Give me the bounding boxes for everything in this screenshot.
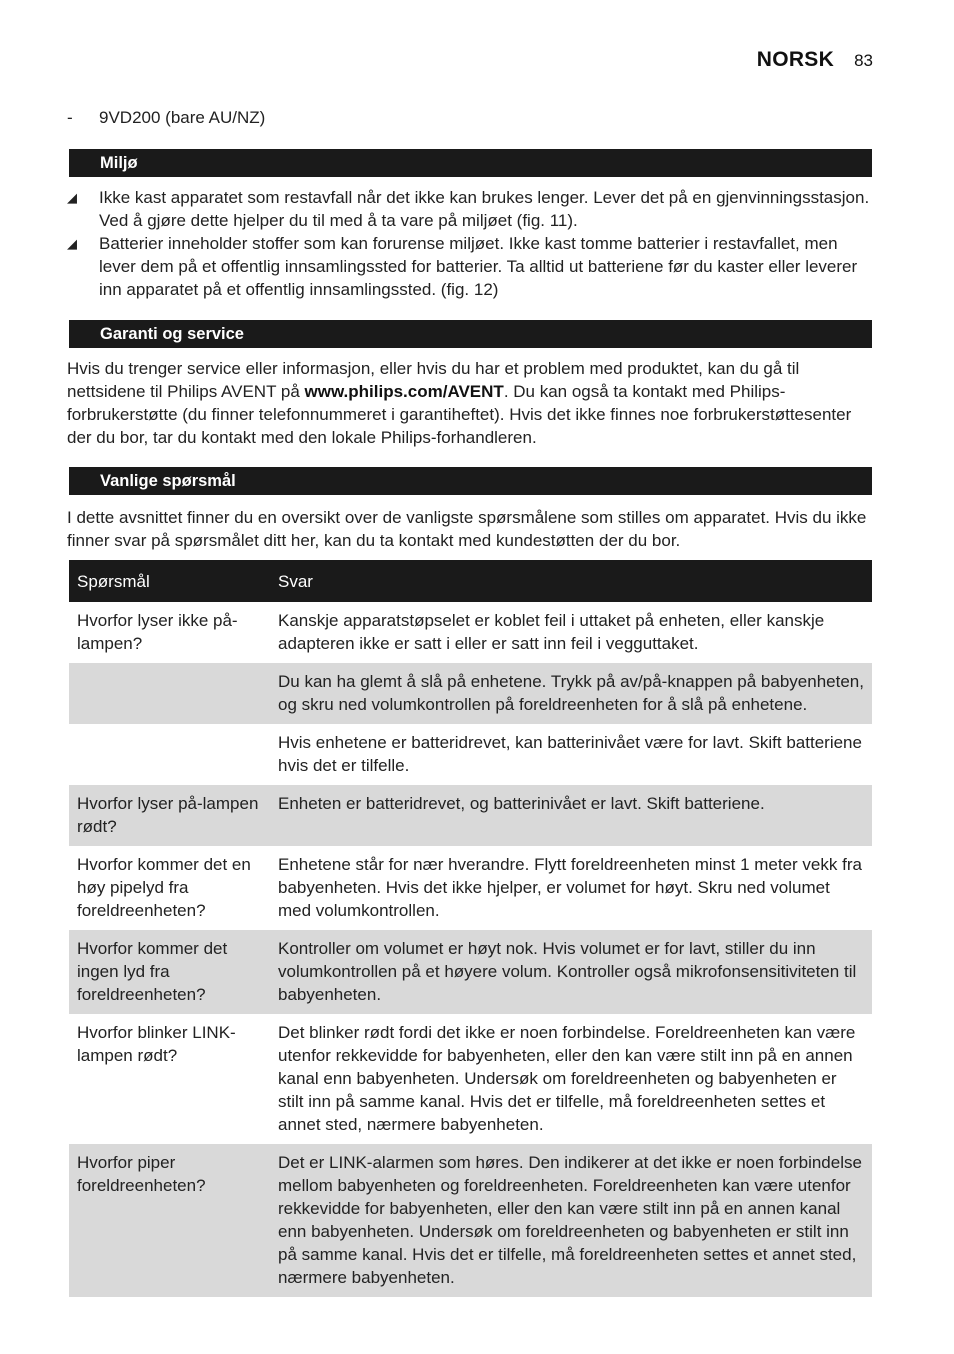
table-row: [69, 930, 872, 1014]
answer-cell: Kanskje apparatstøpselet er koblet feil i uttaket på enheten, eller kanskje adapteren ikke er satt i eller er satt inn feil i vegguttaket.: [278, 611, 825, 653]
question-cell: Hvorfor piper foreldreenheten?: [69, 1144, 270, 1297]
parts-line: [67, 108, 265, 128]
question-cell: [69, 663, 270, 724]
warranty-text-2: . Du kan også ta kontakt med Philips-forbrukerstøtte (du finner telefonnummeret i garantiheftet). Hvis det ikke finnes noe forbrukerstøttesenter der du bor, tar du kontakt med den lokale Philips-forhandleren.: [67, 382, 852, 447]
warranty-paragraph: [67, 357, 872, 449]
bullet-item: [67, 186, 872, 232]
table-row: [69, 785, 872, 846]
question-cell: Hvorfor kommer det en høy pipelyd fra foreldreenheten?: [77, 855, 251, 920]
faq-table: [69, 560, 872, 1297]
bullet-text: Ikke kast apparatet som restavfall når det ikke kan brukes lenger. Lever det på en gjenvinningsstasjon. Ved å gjøre dette hjelper du til med å ta vare på miljøet (fig. 11).: [99, 188, 870, 230]
question-cell: Hvorfor blinker LINK-lampen rødt?: [77, 1023, 236, 1065]
parts-line-text: 9VD200 (bare AU/NZ): [99, 108, 266, 127]
table-row: [69, 1144, 872, 1297]
faq-intro: I dette avsnittet finner du en oversikt over de vanligste spørsmålene som stilles om apparatet. Hvis du ikke finner svar på spørsmålet ditt her, kan du ta kontakt med kundestøtten der du bor.: [67, 508, 867, 550]
warranty-text-1: Hvis du trenger service eller informasjon, eller hvis du har et problem med produktet, kan du gå til nettsidene til Philips AVENT på: [67, 359, 800, 401]
bullet-item: [67, 232, 872, 301]
environment-bullets: [67, 186, 872, 301]
section-title-garanti: Garanti og service: [69, 320, 872, 348]
table-row: [69, 1014, 872, 1144]
dash-mark: -: [67, 108, 73, 127]
table-row: [69, 663, 872, 724]
bullet-arrow-icon: ◢: [67, 236, 77, 251]
answer-cell: Hvis enhetene er batteridrevet, kan batterinivået være for lavt. Skift batteriene hvis det er tilfelle.: [278, 733, 862, 775]
question-cell: Hvorfor lyser ikke på-lampen?: [77, 611, 238, 653]
answer-cell: Enheten er batteridrevet, og batterinivået er lavt. Skift batteriene.: [270, 785, 872, 846]
table-row: [69, 602, 872, 663]
question-cell: [69, 724, 270, 785]
question-cell: Hvorfor kommer det ingen lyd fra foreldreenheten?: [69, 930, 270, 1014]
answer-cell: Kontroller om volumet er høyt nok. Hvis volumet er for lavt, stiller du inn volumkontrollen på et høyere volum. Kontroller også mikrofonsensitiviteten til babyenheten.: [270, 930, 872, 1014]
bullet-arrow-icon: ◢: [67, 190, 77, 205]
page-number: 83: [854, 51, 873, 70]
philips-website-link[interactable]: www.philips.com/AVENT: [304, 382, 504, 401]
answer-cell: Du kan ha glemt å slå på enhetene. Trykk på av/på-knappen på babyenheten, og skru ned volumkontrollen på foreldreenheten for å slå på enhetene.: [270, 663, 872, 724]
answer-cell: Det er LINK-alarmen som høres. Den indikerer at det ikke er noen forbindelse mellom babyenheten og foreldreenheten. Foreldreenheten kan være utenfor rekkevidde for babyenheten, eller den kan være stilt inn på en annen kanal enn babyenheten. Undersøk om foreldreenheten og babyenheten er stilt inn på samme kanal. Hvis det er tilfelle, må foreldreenheten settes et annet sted, nærmere babyenheten.: [270, 1144, 872, 1297]
table-row: [69, 724, 872, 785]
answer-cell: Det blinker rødt fordi det ikke er noen forbindelse. Foreldreenheten kan være utenfor rekkevidde for babyenheten, eller den kan være stilt inn på en annen kanal enn babyenheten. Undersøk om foreldreenheten og babyenheten er stilt inn på samme kanal. Hvis det er tilfelle, må foreldreenheten settes et annet sted, nærmere babyenheten.: [278, 1023, 856, 1134]
page-header: [757, 48, 873, 72]
language-label: NORSK: [756, 48, 835, 71]
question-cell: Hvorfor lyser på-lampen rødt?: [69, 785, 270, 846]
bullet-text: Batterier inneholder stoffer som kan forurense miljøet. Ikke kast tomme batterier i restavfallet, men lever dem på et offentlig innsamlingssted for batterier. Ta alltid ut batteriene før du kaster eller leverer inn apparatet på et offentlig innsamlingssted. (fig. 12): [99, 234, 858, 299]
column-header-question: Spørsmål: [69, 560, 270, 602]
faq-header-row: [69, 560, 872, 602]
column-header-answer: Svar: [270, 560, 872, 602]
section-title-miljo: Miljø: [69, 149, 872, 177]
section-title-faq: Vanlige spørsmål: [69, 467, 872, 495]
table-row: [69, 846, 872, 930]
answer-cell: Enhetene står for nær hverandre. Flytt foreldreenheten minst 1 meter vekk fra babyenheten. Hvis det ikke hjelper, er volumet for høyt. Skru ned volumet med volumkontrollen.: [278, 855, 862, 920]
